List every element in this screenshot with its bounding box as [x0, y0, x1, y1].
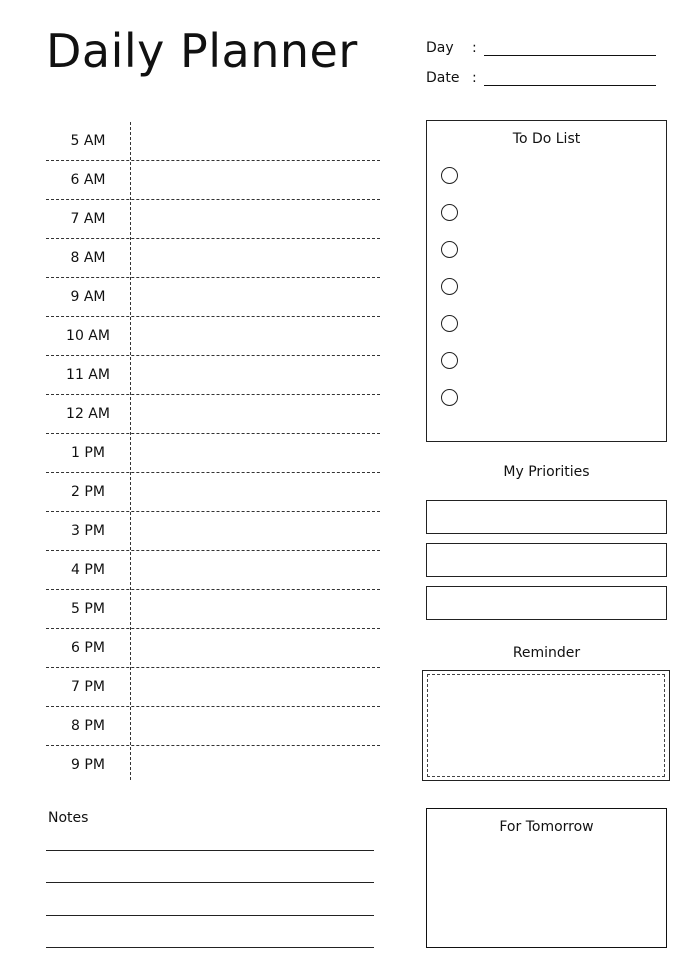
time-slot	[46, 122, 380, 161]
time-slot	[46, 473, 380, 512]
time-slot-entry[interactable]	[132, 356, 380, 394]
notes-line[interactable]	[46, 915, 374, 916]
notes-title: Notes	[48, 810, 89, 826]
todo-checkbox[interactable]	[441, 389, 458, 406]
time-label: 1 PM	[71, 445, 105, 461]
todo-checkbox[interactable]	[441, 352, 458, 369]
time-label: 12 AM	[66, 406, 110, 422]
time-slot-entry[interactable]	[132, 122, 380, 160]
time-slot	[46, 356, 380, 395]
day-row	[426, 40, 656, 56]
todo-list-box	[426, 120, 667, 442]
reminder-inner-border	[427, 674, 665, 777]
time-slot-entry[interactable]	[132, 707, 380, 745]
time-slot	[46, 590, 380, 629]
time-label: 10 AM	[66, 328, 110, 344]
time-slot	[46, 317, 380, 356]
time-slot	[46, 434, 380, 473]
todo-item	[441, 204, 458, 241]
date-label: Date	[426, 70, 460, 86]
time-slot-entry[interactable]	[132, 395, 380, 433]
time-slot-entry[interactable]	[132, 161, 380, 199]
notes-line[interactable]	[46, 850, 374, 851]
priority-box[interactable]	[426, 543, 667, 577]
date-field[interactable]	[484, 71, 656, 86]
hourly-schedule	[46, 122, 380, 784]
reminder-box[interactable]	[422, 670, 670, 781]
date-colon: :	[472, 70, 477, 86]
time-slot	[46, 200, 380, 239]
day-label: Day	[426, 40, 454, 56]
time-slot	[46, 746, 380, 784]
time-slot-entry[interactable]	[132, 668, 380, 706]
reminder-title: Reminder	[512, 645, 581, 661]
time-label: 5 AM	[70, 133, 106, 149]
todo-item	[441, 278, 458, 315]
time-slot	[46, 278, 380, 317]
todo-checkbox[interactable]	[441, 315, 458, 332]
time-label: 7 AM	[70, 211, 106, 227]
time-slot-entry[interactable]	[132, 317, 380, 355]
time-slot	[46, 707, 380, 746]
time-label: 9 AM	[70, 289, 106, 305]
time-label: 4 PM	[71, 562, 105, 578]
time-slot-entry[interactable]	[132, 200, 380, 238]
priorities-title: My Priorities	[503, 464, 590, 480]
time-slot	[46, 395, 380, 434]
time-slot-entry[interactable]	[132, 551, 380, 589]
time-slot	[46, 512, 380, 551]
for-tomorrow-title: For Tomorrow	[499, 819, 594, 835]
time-label: 11 AM	[66, 367, 110, 383]
page-title: Daily Planner	[46, 24, 358, 78]
todo-checkbox[interactable]	[441, 278, 458, 295]
todo-item	[441, 315, 458, 352]
day-colon: :	[472, 40, 477, 56]
time-label: 2 PM	[71, 484, 105, 500]
time-label: 5 PM	[71, 601, 105, 617]
time-label: 7 PM	[71, 679, 105, 695]
todo-item	[441, 352, 458, 389]
time-label: 8 PM	[71, 718, 105, 734]
notes-line[interactable]	[46, 882, 374, 883]
time-slot	[46, 629, 380, 668]
time-slot-entry[interactable]	[132, 239, 380, 277]
notes-line[interactable]	[46, 947, 374, 948]
todo-items	[441, 167, 458, 426]
time-slot	[46, 161, 380, 200]
time-label: 8 AM	[70, 250, 106, 266]
time-slot-entry[interactable]	[132, 278, 380, 316]
time-slot-entry[interactable]	[132, 512, 380, 550]
time-slot-entry[interactable]	[132, 434, 380, 472]
time-slot-entry[interactable]	[132, 473, 380, 511]
priority-box[interactable]	[426, 586, 667, 620]
time-label: 6 AM	[70, 172, 106, 188]
todo-checkbox[interactable]	[441, 241, 458, 258]
time-slot-entry[interactable]	[132, 590, 380, 628]
todo-item	[441, 389, 458, 426]
time-slot	[46, 239, 380, 278]
todo-item	[441, 167, 458, 204]
time-slot	[46, 551, 380, 590]
time-label: 3 PM	[71, 523, 105, 539]
priority-box[interactable]	[426, 500, 667, 534]
todo-checkbox[interactable]	[441, 167, 458, 184]
todo-checkbox[interactable]	[441, 204, 458, 221]
date-row	[426, 70, 656, 86]
time-slot-entry[interactable]	[132, 746, 380, 784]
todo-list-title: To Do List	[512, 131, 581, 147]
day-field[interactable]	[484, 41, 656, 56]
todo-item	[441, 241, 458, 278]
time-slot-entry[interactable]	[132, 629, 380, 667]
for-tomorrow-box[interactable]	[426, 808, 667, 948]
time-label: 9 PM	[71, 757, 105, 773]
time-label: 6 PM	[71, 640, 105, 656]
time-slot	[46, 668, 380, 707]
